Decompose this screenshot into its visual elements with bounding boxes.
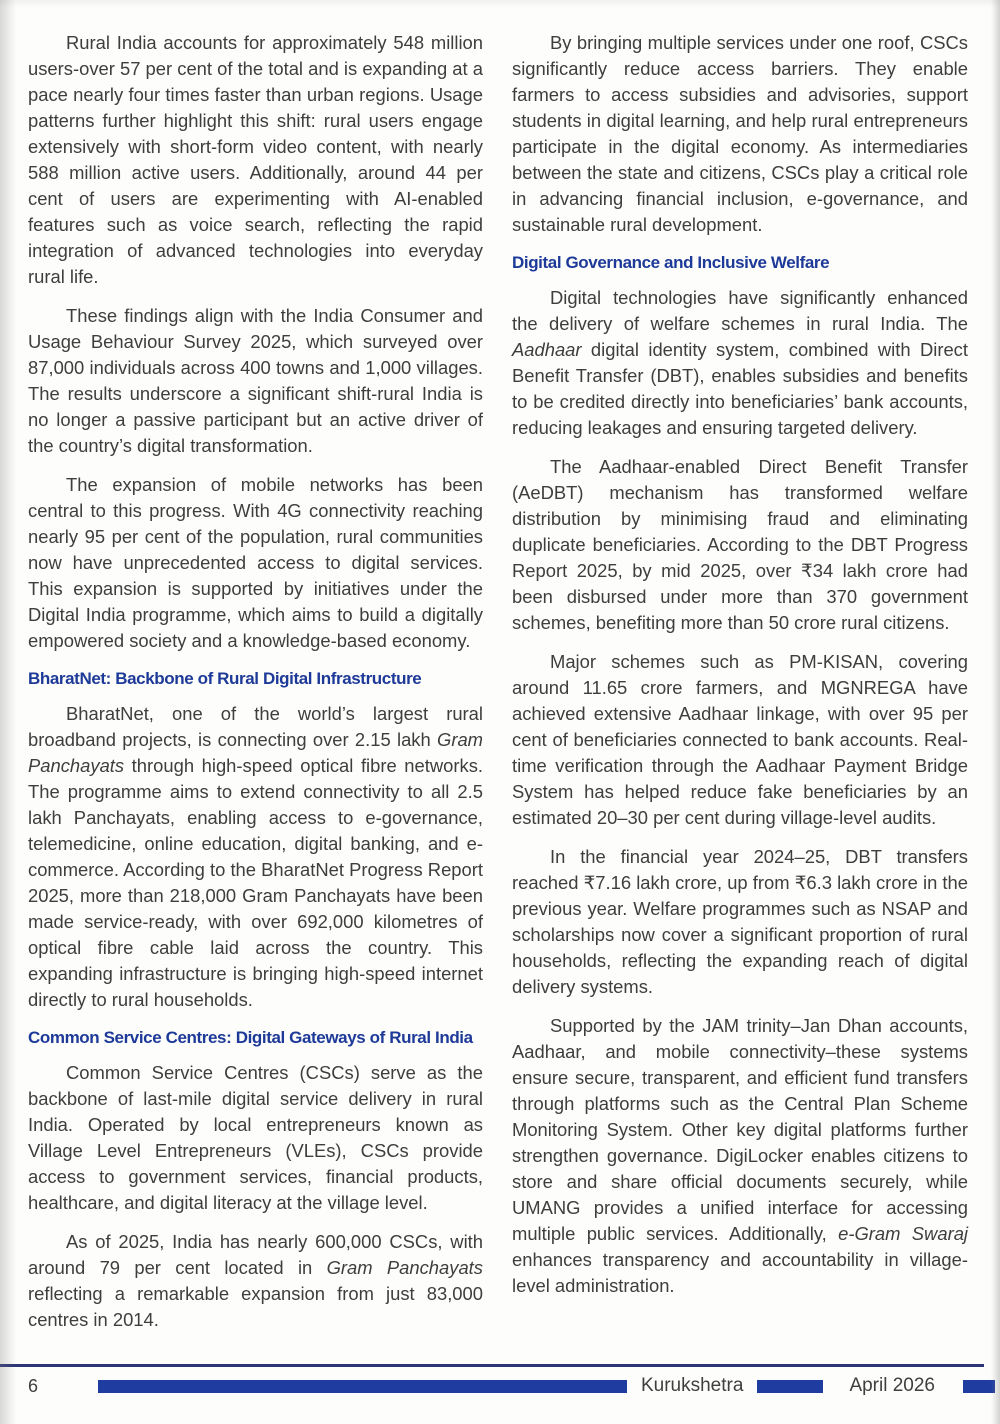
italic-term-gram-panchayats: Gram Panchayats [326, 1257, 483, 1278]
paragraph-jam-trinity [512, 1013, 968, 1299]
scan-edge-top [0, 0, 1000, 8]
paragraph-aedbt: The Aadhaar-enabled Direct Benefit Transfer (AeDBT) mechanism has transformed welfare distribution by minimising fraud and eliminating duplicate beneficiaries. According to the DBT Progress Report 2025, by mid 2025, over ₹34 lakh crore had been disbursed under more than 370 government schemes, benefiting more than 50 crore rural citizens. [512, 456, 968, 633]
paragraph-rural-india-users: Rural India accounts for approximately 548 million users-over 57 per cent of the total and is expanding at a pace nearly four times faster than urban regions. Usage patterns further highlight this shift: rural users engage extensively with short-form video content, with nearly 588 million active users. Additionally, around 44 per cent of users are experimenting with AI-enabled features such as voice search, reflecting the rapid integration of advanced technologies into everyday rural life. [28, 32, 483, 287]
scan-edge-right [991, 0, 1000, 1424]
left-column [28, 30, 483, 1333]
italic-term-gram-panchayats: Gram Panchayats [28, 729, 483, 776]
text-run: BharatNet, one of the world’s largest rural broadband projects, is connecting over 2.15 lakh [28, 703, 483, 750]
right-column [512, 30, 968, 1299]
footer-bar-short [757, 1380, 823, 1393]
italic-term-egram-swaraj: e-Gram Swaraj [838, 1223, 969, 1244]
text-run: As of 2025, India has nearly 600,000 CSCs, with around 79 per cent located in [28, 1231, 483, 1278]
section-heading-bharatnet: BharatNet: Backbone of Rural Digital Infrastructure [28, 669, 422, 688]
paragraph-csc-growth [28, 1229, 483, 1333]
text-run: Digital technologies have significantly enhanced the delivery of welfare schemes in rural India. The [512, 287, 968, 334]
paragraph-mobile-networks: The expansion of mobile networks has been central to this progress. With 4G connectivity reaching nearly 95 per cent of the population, rural communities now have unprecedented access to digital services. This expansion is supported by initiatives under the Digital India programme, which aims to build a digitally empowered society and a knowledge-based economy. [28, 474, 483, 651]
magazine-title: Kurukshetra [640, 1375, 744, 1396]
issue-date: April 2026 [849, 1375, 935, 1396]
page-number: 6 [28, 1375, 39, 1396]
paragraph-major-schemes: Major schemes such as PM-KISAN, covering around 11.65 crore farmers, and MGNREGA have achieved extensive Aadhaar linkage, with over 95 per cent of beneficiaries connected to bank accounts. Real-time verification through the Aadhaar Payment Bridge System has helped reduce fake beneficiaries by an estimated 20–30 per cent during village-level audits. [512, 651, 968, 828]
footer-bar-long [98, 1380, 627, 1393]
footer-rule [0, 1364, 984, 1367]
text-run: enhances transparency and accountability in village-level administration. [512, 1249, 968, 1296]
italic-term-aadhaar: Aadhaar [512, 339, 582, 360]
paragraph-bharatnet-details [28, 701, 483, 1013]
scan-edge-left [0, 0, 16, 1424]
text-run: reflecting a remarkable expansion from just 83,000 centres in 2014. [28, 1283, 483, 1330]
text-run: digital identity system, combined with Direct Benefit Transfer (DBT), enables subsidies and benefits to be credited directly into beneficiaries’ bank accounts, reducing leakages and ensuring targeted delivery. [512, 339, 968, 438]
footer-bar-right [963, 1380, 995, 1393]
paragraph-welfare-delivery [512, 285, 968, 441]
section-heading-digital-governance: Digital Governance and Inclusive Welfare [512, 253, 830, 272]
text-run: Supported by the JAM trinity–Jan Dhan accounts, Aadhaar, and mobile connectivity–these systems ensure secure, transparent, and efficient fund transfers through platforms such as the Central Plan Scheme Monitoring System. Other key digital platforms further strengthen governance. DigiLocker enables citizens to store and share official documents securely, while UMANG provides a unified interface for accessing multiple public services. Additionally, [512, 1015, 968, 1244]
paragraph-csc-services: By bringing multiple services under one roof, CSCs significantly reduce access barriers. They enable farmers to access subsidies and advisories, support students in digital learning, and help rural entrepreneurs participate in the digital economy. As intermediaries between the state and citizens, CSCs play a critical role in advancing financial inclusion, e-governance, and sustainable rural development. [512, 32, 968, 235]
text-run: through high-speed optical fibre networks. The programme aims to extend connectivity to all 2.5 lakh Panchayats, enabling access to e-governance, telemedicine, online education, digital banking, and e-commerce. According to the BharatNet Progress Report 2025, more than 218,000 Gram Panchayats have been made service-ready, with over 692,000 kilometres of optical fibre cable laid across the country. This expanding infrastructure is bringing high-speed internet directly to rural households. [28, 755, 483, 1010]
paragraph-survey-findings: These findings align with the India Consumer and Usage Behaviour Survey 2025, which surveyed over 87,000 individuals across 400 towns and 1,000 villages. The results underscore a significant shift-rural India is no longer a passive participant but an active driver of the country’s digital transformation. [28, 305, 483, 456]
paragraph-dbt-transfers: In the financial year 2024–25, DBT transfers reached ₹7.16 lakh crore, up from ₹6.3 lakh crore in the previous year. Welfare programmes such as NSAP and scholarships now cover a significant proportion of rural households, reflecting the expanding reach of digital delivery systems. [512, 846, 968, 997]
footer [0, 1375, 1000, 1397]
section-heading-csc: Common Service Centres: Digital Gateways of Rural India [28, 1028, 473, 1047]
paragraph-csc-overview: Common Service Centres (CSCs) serve as the backbone of last-mile digital service delivery in rural India. Operated by local entrepreneurs known as Village Level Entrepreneurs (VLEs), CSCs provide access to government services, financial products, healthcare, and digital literacy at the village level. [28, 1062, 483, 1213]
